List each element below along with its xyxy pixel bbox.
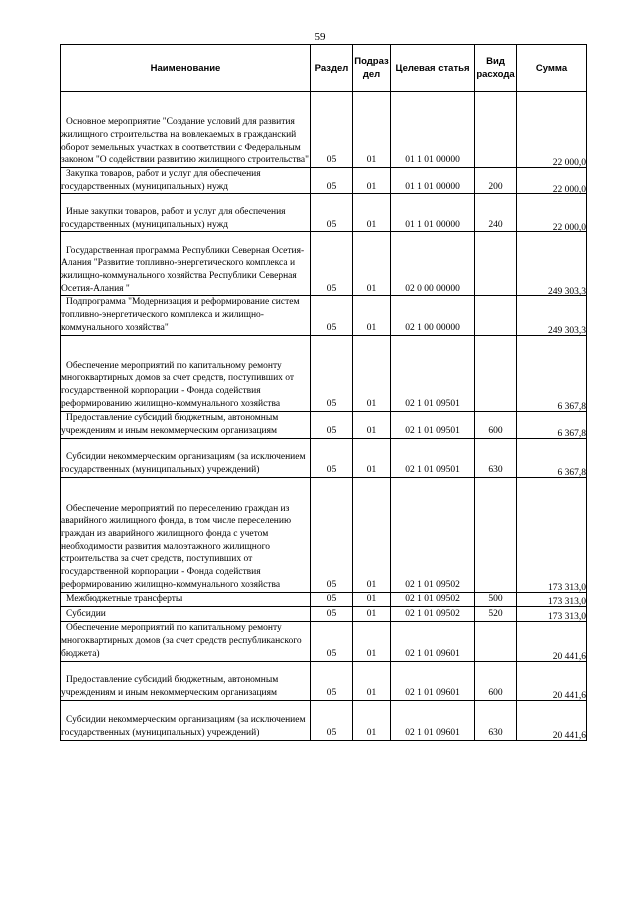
cell-target-text: 01 1 01 00000 (405, 219, 460, 230)
cell-section (311, 606, 353, 621)
cell-section (311, 411, 353, 438)
cell-section (311, 168, 353, 194)
page-number: 59 (314, 31, 326, 43)
cell-sum (517, 194, 587, 232)
cell-subsection (353, 168, 391, 194)
cell-subsection-text: 01 (366, 322, 377, 333)
cell-target (391, 592, 475, 606)
cell-expense-type (475, 411, 517, 438)
cell-section-text: 05 (326, 727, 337, 738)
cell-sum (517, 92, 587, 168)
cell-name (61, 92, 311, 168)
cell-subsection (353, 232, 391, 296)
cell-name (61, 621, 311, 661)
cell-target-text: 02 1 01 09501 (405, 464, 460, 475)
cell-sum (517, 477, 587, 592)
cell-section-text: 05 (326, 283, 337, 294)
cell-subsection (353, 296, 391, 335)
cell-name-text: Обеспечение мероприятий по капитальному ремонту многоквартирных домов за счет средств, поступивших от государственной корпорации - Фонда содействия реформированию жилищно-коммунального хозяйства (61, 360, 295, 409)
cell-target (391, 438, 475, 477)
cell-target-text: 02 1 01 09601 (405, 687, 460, 698)
table-row (61, 232, 587, 296)
cell-section (311, 232, 353, 296)
cell-name-text: Государственная программа Республики Северная Осетия-Алания "Развитие топливно-энергетического комплекса и жилищно-коммунального хозяйства Республики Северная Осетия-Алания " (61, 245, 305, 294)
cell-expense-type-text: 600 (488, 425, 503, 436)
cell-subsection-text: 01 (366, 155, 377, 166)
cell-expense-type (475, 621, 517, 661)
table-row (61, 477, 587, 592)
cell-subsection (353, 606, 391, 621)
cell-target (391, 296, 475, 335)
cell-name (61, 700, 311, 740)
cell-subsection (353, 621, 391, 661)
cell-name (61, 592, 311, 606)
header-name: Наименование (61, 45, 311, 92)
cell-sum (517, 700, 587, 740)
cell-name-text: Обеспечение мероприятий по переселению граждан из аварийного жилищного фонда, в том числе переселению граждан из аварийного жилищного фонда с учетом необходимости развития малоэтажного жилищного строительства за счет средств, поступивших от государственной корпорации - Фонда содействия реформированию жилищно-коммунального хозяйства (61, 503, 292, 590)
cell-expense-type (475, 296, 517, 335)
cell-section (311, 700, 353, 740)
cell-section-text: 05 (326, 687, 337, 698)
cell-target-text: 02 1 01 09502 (405, 593, 460, 604)
cell-subsection (353, 700, 391, 740)
cell-expense-type-text: 630 (488, 464, 503, 475)
cell-expense-type (475, 477, 517, 592)
cell-sum-text: 6 367,8 (557, 467, 586, 478)
cell-target-text: 02 1 01 09501 (405, 425, 460, 436)
cell-subsection-text: 01 (366, 593, 377, 604)
cell-sum-text: 173 313,0 (548, 611, 586, 622)
cell-subsection (353, 194, 391, 232)
cell-sum-text: 22 000,0 (552, 222, 586, 233)
cell-name (61, 438, 311, 477)
cell-expense-type (475, 592, 517, 606)
cell-subsection-text: 01 (366, 687, 377, 698)
cell-target (391, 232, 475, 296)
cell-section-text: 05 (326, 322, 337, 333)
cell-target-text: 01 1 01 00000 (405, 155, 460, 166)
cell-target (391, 194, 475, 232)
cell-expense-type (475, 232, 517, 296)
cell-subsection-text: 01 (366, 608, 377, 619)
cell-subsection (353, 661, 391, 700)
cell-name-text: Подпрограмма "Модернизация и реформирование систем топливно-энергетического комплекса и жилищно-коммунального хозяйства" (61, 297, 300, 333)
cell-sum-text: 22 000,0 (552, 158, 586, 169)
cell-section-text: 05 (326, 593, 337, 604)
cell-section (311, 194, 353, 232)
cell-expense-type (475, 438, 517, 477)
cell-expense-type-text: 520 (488, 608, 503, 619)
table-row (61, 92, 587, 168)
cell-sum-text: 20 441,6 (552, 730, 586, 741)
cell-expense-type-text: 200 (488, 181, 503, 192)
cell-name-text: Иные закупки товаров, работ и услуг для обеспечения государственных (муниципальных) нужд (61, 207, 286, 230)
cell-expense-type-text: 240 (488, 219, 503, 230)
cell-section (311, 296, 353, 335)
cell-name-text: Закупка товаров, работ и услуг для обеспечения государственных (муниципальных) нужд (61, 169, 261, 192)
cell-sum (517, 335, 587, 411)
cell-sum-text: 20 441,6 (552, 690, 586, 701)
cell-subsection (353, 592, 391, 606)
cell-subsection (353, 411, 391, 438)
cell-sum-text: 22 000,0 (552, 184, 586, 195)
header-target: Целевая статья (391, 45, 475, 92)
cell-name (61, 411, 311, 438)
cell-sum (517, 168, 587, 194)
cell-expense-type-text: 630 (488, 727, 503, 738)
cell-section-text: 05 (326, 579, 337, 590)
budget-table (60, 44, 587, 741)
cell-section-text: 05 (326, 425, 337, 436)
cell-subsection-text: 01 (366, 181, 377, 192)
cell-name (61, 232, 311, 296)
cell-target (391, 700, 475, 740)
cell-sum (517, 411, 587, 438)
cell-target (391, 661, 475, 700)
cell-subsection-text: 01 (366, 579, 377, 590)
cell-subsection (353, 92, 391, 168)
cell-target-text: 02 1 00 00000 (405, 322, 460, 333)
cell-target (391, 335, 475, 411)
cell-section-text: 05 (326, 398, 337, 409)
cell-expense-type (475, 168, 517, 194)
cell-section-text: 05 (326, 648, 337, 659)
table-row (61, 661, 587, 700)
cell-subsection-text: 01 (366, 283, 377, 294)
cell-section-text: 05 (326, 155, 337, 166)
cell-sum-text: 6 367,8 (557, 428, 586, 439)
cell-section (311, 438, 353, 477)
cell-expense-type (475, 335, 517, 411)
cell-target (391, 606, 475, 621)
cell-target (391, 411, 475, 438)
cell-name-text: Межбюджетные трансферты (66, 593, 183, 604)
cell-sum-text: 249 303,3 (548, 325, 586, 336)
cell-expense-type-text: 600 (488, 687, 503, 698)
cell-name-text: Предоставление субсидий бюджетным, автономным учреждениям и иным некоммерческим организациям (61, 413, 279, 436)
cell-section-text: 05 (326, 464, 337, 475)
cell-name-text: Основное мероприятие "Создание условий для развития жилищного строительства на вовлекаемых в гражданский оборот земельных участках в соответствии с Федеральным законом "О содействии развитию жилищного строительства" (61, 117, 309, 166)
header-subsection: Подраз дел (353, 45, 391, 92)
cell-name (61, 168, 311, 194)
cell-target (391, 168, 475, 194)
cell-sum (517, 296, 587, 335)
cell-name (61, 661, 311, 700)
cell-subsection (353, 477, 391, 592)
cell-target-text: 02 1 01 09501 (405, 398, 460, 409)
cell-section (311, 621, 353, 661)
cell-target-text: 02 0 00 00000 (405, 283, 460, 294)
cell-name (61, 335, 311, 411)
cell-name-text: Субсидии некоммерческим организациям (за исключением государственных (муниципальных) учреждений) (61, 715, 306, 738)
cell-target (391, 92, 475, 168)
cell-section (311, 661, 353, 700)
cell-name (61, 606, 311, 621)
table-row (61, 438, 587, 477)
cell-subsection-text: 01 (366, 727, 377, 738)
cell-target-text: 01 1 01 00000 (405, 181, 460, 192)
cell-subsection-text: 01 (366, 219, 377, 230)
cell-subsection-text: 01 (366, 464, 377, 475)
cell-sum-text: 249 303,3 (548, 286, 586, 297)
cell-section (311, 477, 353, 592)
table-row (61, 621, 587, 661)
cell-expense-type (475, 606, 517, 621)
table-header-row (61, 45, 587, 92)
cell-name-text: Обеспечение мероприятий по капитальному ремонту многоквартирных домов (за счет средств республиканского бюджета) (61, 623, 302, 659)
cell-expense-type (475, 92, 517, 168)
table-row (61, 296, 587, 335)
cell-name (61, 477, 311, 592)
cell-sum (517, 232, 587, 296)
header-section: Раздел (311, 45, 353, 92)
table-row (61, 411, 587, 438)
cell-name-text: Субсидии (66, 608, 106, 619)
cell-sum (517, 438, 587, 477)
cell-target-text: 02 1 01 09502 (405, 579, 460, 590)
cell-subsection (353, 335, 391, 411)
cell-target-text: 02 1 01 09601 (405, 648, 460, 659)
cell-sum (517, 621, 587, 661)
header-expense-type: Вид расхода (475, 45, 517, 92)
table-row (61, 700, 587, 740)
cell-sum-text: 6 367,8 (557, 401, 586, 412)
cell-section-text: 05 (326, 608, 337, 619)
cell-sum (517, 661, 587, 700)
header-sum: Сумма (517, 45, 587, 92)
table-row (61, 168, 587, 194)
table-row (61, 606, 587, 621)
table-row (61, 335, 587, 411)
cell-target (391, 477, 475, 592)
cell-target-text: 02 1 01 09502 (405, 608, 460, 619)
cell-section (311, 92, 353, 168)
cell-target (391, 621, 475, 661)
cell-name (61, 194, 311, 232)
cell-target-text: 02 1 01 09601 (405, 727, 460, 738)
cell-sum-text: 173 313,0 (548, 582, 586, 593)
cell-subsection-text: 01 (366, 398, 377, 409)
cell-subsection-text: 01 (366, 425, 377, 436)
table-row (61, 194, 587, 232)
cell-sum-text: 173 313,0 (548, 596, 586, 607)
cell-name-text: Субсидии некоммерческим организациям (за исключением государственных (муниципальных) учреждений) (61, 452, 306, 475)
cell-expense-type (475, 661, 517, 700)
cell-section-text: 05 (326, 219, 337, 230)
table-row (61, 592, 587, 606)
cell-name-text: Предоставление субсидий бюджетным, автономным учреждениям и иным некоммерческим организациям (61, 675, 279, 698)
cell-name (61, 296, 311, 335)
cell-expense-type-text: 500 (488, 593, 503, 604)
cell-section (311, 592, 353, 606)
cell-section (311, 335, 353, 411)
cell-sum-text: 20 441,6 (552, 651, 586, 662)
cell-expense-type (475, 700, 517, 740)
cell-subsection-text: 01 (366, 648, 377, 659)
cell-subsection (353, 438, 391, 477)
cell-expense-type (475, 194, 517, 232)
cell-section-text: 05 (326, 181, 337, 192)
